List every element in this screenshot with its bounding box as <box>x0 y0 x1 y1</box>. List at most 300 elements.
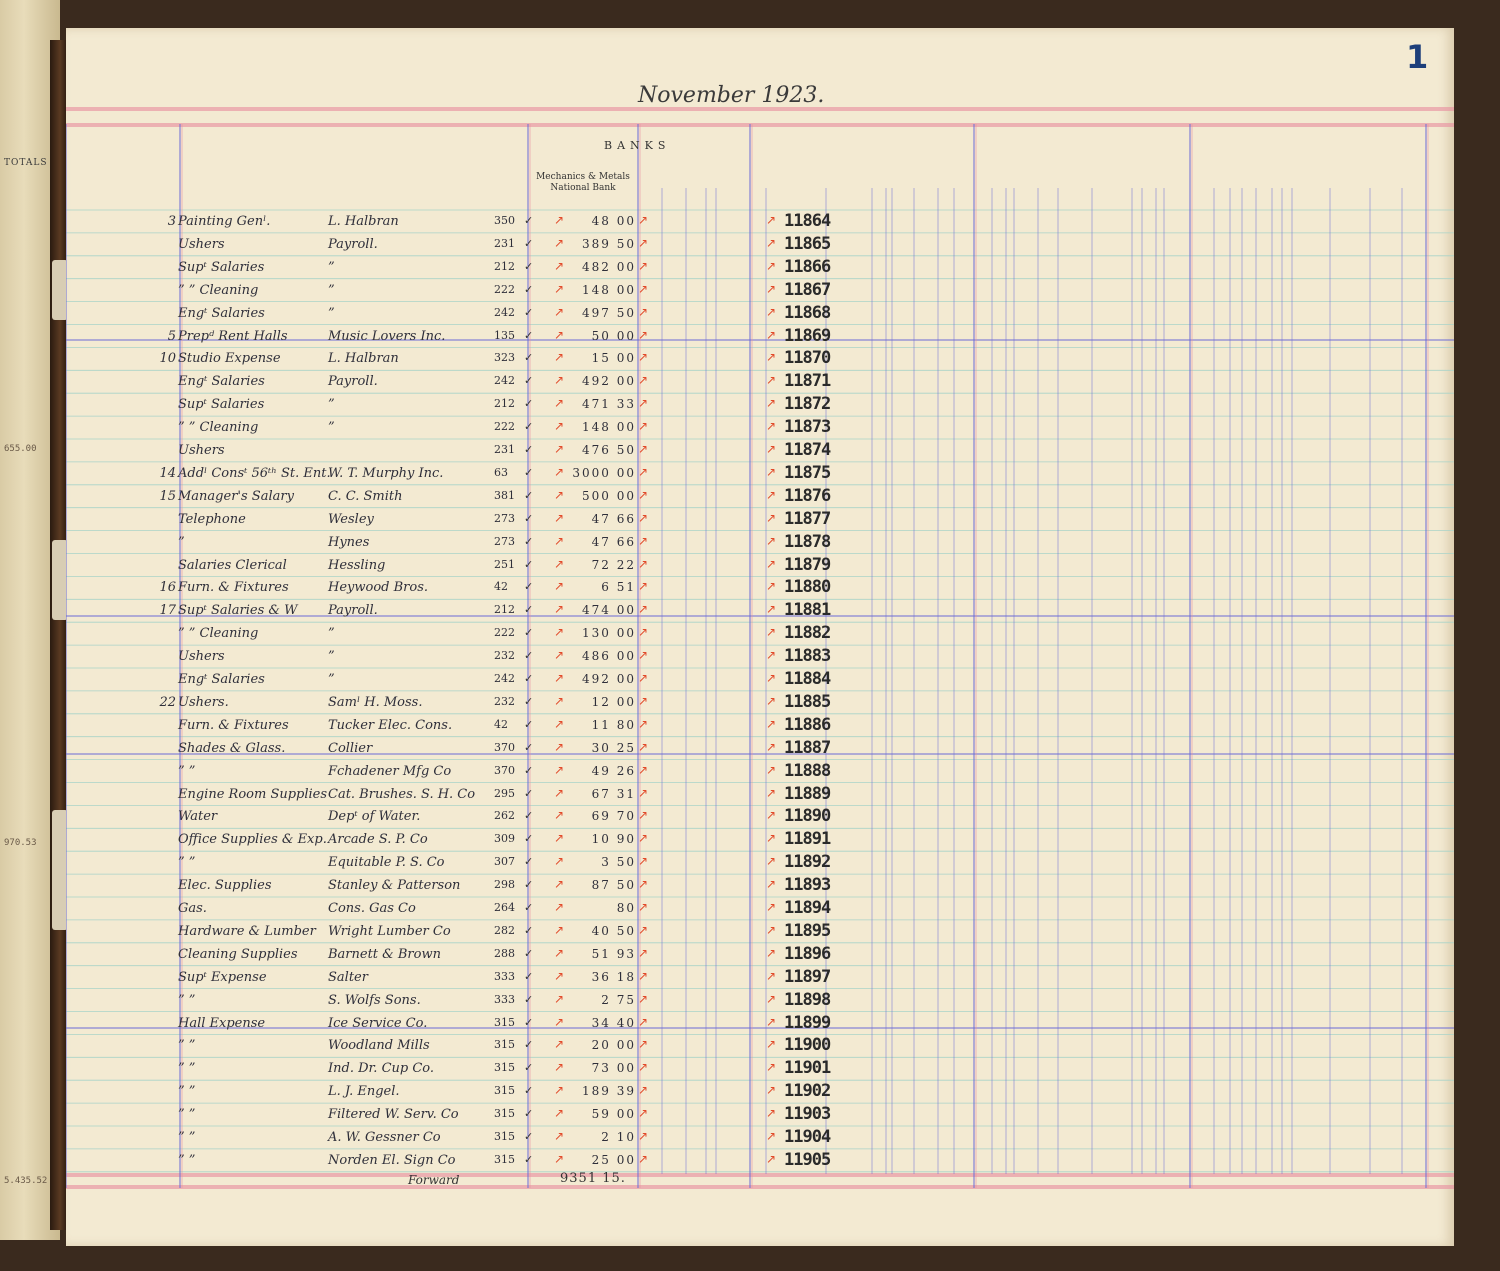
audit-mark: ↗ <box>554 487 565 502</box>
audit-mark: ↗ <box>638 235 649 250</box>
entry-amount: 2 10 <box>601 1130 636 1144</box>
audit-mark: ↗ <box>766 442 777 456</box>
entry-amount: 20 00 <box>591 1038 636 1053</box>
ledger-row <box>66 462 1454 484</box>
posted-check-mark: ✓ <box>524 878 534 892</box>
entry-payee: ” <box>328 420 335 436</box>
entry-check-number: 11883 <box>784 646 831 667</box>
entry-check-number: 11891 <box>784 829 831 850</box>
audit-mark: ↗ <box>766 739 777 754</box>
posted-check-mark: ✓ <box>524 420 534 434</box>
entry-check-number: 11894 <box>784 898 831 918</box>
audit-mark: ↗ <box>638 1106 649 1121</box>
ledger-row <box>66 302 1454 324</box>
audit-mark: ↗ <box>638 991 649 1006</box>
posted-check-mark: ✓ <box>524 672 534 685</box>
entry-payee: Cons. Gas Co <box>328 901 416 916</box>
entry-account: Cleaning Supplies <box>178 946 298 962</box>
posted-check-mark: ✓ <box>524 397 534 411</box>
audit-mark: ↗ <box>638 854 649 869</box>
forward-total: 9351 15. <box>560 1171 626 1186</box>
entry-payee: Hessling <box>328 557 386 573</box>
audit-mark: ↗ <box>766 808 777 823</box>
audit-mark: ↗ <box>638 716 649 731</box>
audit-mark: ↗ <box>638 396 649 411</box>
entry-check-number: 11880 <box>784 577 831 598</box>
entry-code: 333 <box>494 992 515 1006</box>
entry-check-number: 11896 <box>784 943 831 964</box>
entry-code: 232 <box>494 694 515 708</box>
entry-payee: Heywood Bros. <box>328 580 429 596</box>
audit-mark: ↗ <box>554 991 565 1006</box>
entry-account: Water <box>178 809 218 825</box>
posted-check-mark: ✓ <box>524 717 534 731</box>
ledger-row <box>66 554 1454 576</box>
entry-amount: 51 93 <box>591 946 636 961</box>
entry-check-number: 11905 <box>784 1149 831 1170</box>
posted-check-mark: ✓ <box>524 328 534 342</box>
ledger-row <box>66 325 1454 347</box>
audit-mark: ↗ <box>766 1106 777 1121</box>
entry-amount: 12 00 <box>591 694 636 709</box>
ledger-row <box>66 1149 1454 1171</box>
audit-mark: ↗ <box>638 648 649 663</box>
entry-account: ” ” <box>178 1107 196 1123</box>
entry-check-number: 11904 <box>784 1127 831 1147</box>
posted-check-mark: ✓ <box>524 236 534 250</box>
posted-check-mark: ✓ <box>524 786 534 800</box>
entry-amount: 148 00 <box>582 282 636 297</box>
entry-amount: 500 00 <box>582 488 636 503</box>
audit-mark: ↗ <box>554 671 565 685</box>
audit-mark: ↗ <box>766 693 777 708</box>
entry-check-number: 11884 <box>784 669 831 689</box>
ledger-row <box>66 508 1454 530</box>
ledger-row <box>66 485 1454 507</box>
banks-heading: BANKS <box>604 139 671 152</box>
ledger-row <box>66 851 1454 873</box>
ledger-row <box>66 210 1454 232</box>
entry-code: 315 <box>494 1107 515 1121</box>
audit-mark: ↗ <box>638 1151 649 1166</box>
entry-check-number: 11893 <box>784 875 831 896</box>
ledger-row <box>66 599 1454 621</box>
ledger-row <box>66 370 1454 392</box>
entry-code: 251 <box>494 557 515 571</box>
audit-mark: ↗ <box>554 510 565 525</box>
entry-account: Gas. <box>178 901 207 916</box>
page-number: 1 <box>1406 38 1429 76</box>
entry-account: ” ” Cleaning <box>178 282 259 298</box>
entry-day: 17 <box>159 603 176 619</box>
entry-payee: Wright Lumber Co <box>328 923 451 939</box>
posted-check-mark: ✓ <box>524 763 534 777</box>
entry-day: 15 <box>159 488 176 504</box>
entry-check-number: 11895 <box>784 920 831 941</box>
audit-mark: ↗ <box>638 739 649 754</box>
entry-payee: Ice Service Co. <box>328 1015 428 1031</box>
posted-check-mark: ✓ <box>524 1107 534 1121</box>
entry-code: 222 <box>494 420 515 434</box>
audit-mark: ↗ <box>638 671 649 685</box>
audit-mark: ↗ <box>638 213 649 227</box>
audit-mark: ↗ <box>554 1151 565 1166</box>
entry-payee: ” <box>328 305 335 321</box>
entry-code: 42 <box>494 580 508 594</box>
entry-amount: 67 31 <box>591 786 636 801</box>
entry-amount: 15 00 <box>591 351 636 366</box>
ledger-row <box>66 1057 1454 1079</box>
entry-payee: Salter <box>328 969 368 985</box>
entry-amount: 189 39 <box>582 1084 636 1099</box>
entry-code: 264 <box>494 901 515 914</box>
entry-check-number: 11871 <box>784 371 831 392</box>
entry-code: 370 <box>494 763 515 777</box>
audit-mark: ↗ <box>554 945 565 960</box>
posted-check-mark: ✓ <box>524 901 534 914</box>
entry-amount: 80 <box>616 901 636 915</box>
audit-mark: ↗ <box>766 716 777 731</box>
audit-mark: ↗ <box>554 808 565 823</box>
entry-account: Supᵗ Salaries <box>178 259 265 275</box>
entry-account: Ushers <box>178 443 225 458</box>
ledger-row <box>66 645 1454 667</box>
posted-check-mark: ✓ <box>524 1015 534 1029</box>
posted-check-mark: ✓ <box>524 1084 534 1098</box>
entry-check-number: 11890 <box>784 806 831 827</box>
ledger-row <box>66 393 1454 415</box>
bank-column-heading: Mechanics & Metals National Bank <box>536 172 630 193</box>
posted-check-mark: ✓ <box>524 603 534 617</box>
audit-mark: ↗ <box>554 258 565 273</box>
entry-check-number: 11882 <box>784 623 831 644</box>
entry-code: 315 <box>494 1130 515 1143</box>
audit-mark: ↗ <box>638 1037 649 1052</box>
audit-mark: ↗ <box>554 373 565 388</box>
ledger-row <box>66 1080 1454 1102</box>
audit-mark: ↗ <box>554 602 565 617</box>
audit-mark: ↗ <box>638 945 649 960</box>
entry-code: 315 <box>494 1084 515 1098</box>
entry-account: ” ” <box>178 1061 196 1077</box>
entry-amount: 40 50 <box>591 923 636 938</box>
ledger-row <box>66 920 1454 942</box>
posted-check-mark: ✓ <box>524 282 534 296</box>
entry-amount: 389 50 <box>582 236 636 251</box>
entry-code: 242 <box>494 672 515 685</box>
entry-check-number: 11889 <box>784 783 831 804</box>
entry-account: Salaries Clerical <box>178 557 287 573</box>
entry-amount: 471 33 <box>582 397 636 412</box>
entry-code: 242 <box>494 305 515 319</box>
entry-code: 212 <box>494 397 515 411</box>
audit-mark: ↗ <box>638 1083 649 1098</box>
audit-mark: ↗ <box>554 327 565 342</box>
audit-mark: ↗ <box>766 762 777 777</box>
ledger-row <box>66 1103 1454 1125</box>
ledger-row <box>66 828 1454 850</box>
entry-payee: Depᵗ of Water. <box>328 809 421 825</box>
entry-code: 212 <box>494 259 515 273</box>
audit-mark: ↗ <box>638 693 649 708</box>
audit-mark: ↗ <box>638 556 649 571</box>
audit-mark: ↗ <box>766 579 777 594</box>
entry-amount: 492 00 <box>582 374 636 389</box>
posted-check-mark: ✓ <box>524 923 534 937</box>
audit-mark: ↗ <box>766 1014 777 1029</box>
entry-payee: Tucker Elec. Cons. <box>328 717 453 733</box>
audit-mark: ↗ <box>766 671 777 685</box>
entry-amount: 87 50 <box>591 878 636 893</box>
audit-mark: ↗ <box>638 762 649 777</box>
audit-mark: ↗ <box>638 579 649 594</box>
entry-amount: 72 22 <box>591 557 636 572</box>
entry-code: 63 <box>494 465 508 479</box>
entry-check-number: 11902 <box>784 1081 831 1102</box>
entry-payee: W. T. Murphy Inc. <box>328 465 444 481</box>
entry-check-number: 11879 <box>784 554 831 575</box>
entry-amount: 10 90 <box>591 832 636 847</box>
entry-account: Furn. & Fixtures <box>178 717 289 733</box>
audit-mark: ↗ <box>638 831 649 846</box>
posted-check-mark: ✓ <box>524 1038 534 1052</box>
entry-payee: Samˡ H. Moss. <box>328 694 423 710</box>
entry-amount: 36 18 <box>591 969 636 984</box>
audit-mark: ↗ <box>554 419 565 434</box>
audit-mark: ↗ <box>766 235 777 250</box>
entry-payee: Payroll. <box>328 603 378 619</box>
entry-code: 298 <box>494 878 515 892</box>
audit-mark: ↗ <box>638 877 649 892</box>
ledger-row <box>66 531 1454 553</box>
audit-mark: ↗ <box>766 373 777 388</box>
audit-mark: ↗ <box>554 281 565 296</box>
entry-check-number: 11888 <box>784 760 831 781</box>
audit-mark: ↗ <box>554 877 565 892</box>
entry-check-number: 11886 <box>784 714 831 735</box>
audit-mark: ↗ <box>554 739 565 754</box>
audit-mark: ↗ <box>554 648 565 663</box>
audit-mark: ↗ <box>554 1060 565 1075</box>
entry-amount: 11 80 <box>591 717 636 732</box>
entry-day: 22 <box>159 694 176 710</box>
entry-amount: 3000 00 <box>572 465 636 480</box>
entry-check-number: 11876 <box>784 485 831 506</box>
audit-mark: ↗ <box>638 258 649 273</box>
entry-day: 5 <box>167 328 176 344</box>
entry-code: 273 <box>494 534 515 548</box>
audit-mark: ↗ <box>638 304 649 319</box>
entry-payee: ” <box>328 397 335 413</box>
entry-payee: Cat. Brushes. S. H. Co <box>328 786 476 802</box>
entry-check-number: 11899 <box>784 1012 831 1033</box>
audit-mark: ↗ <box>638 281 649 296</box>
entry-account: ” ” <box>178 992 196 1008</box>
entry-account: Prepᵈ Rent Halls <box>178 328 288 344</box>
entry-payee: L. Halbran <box>328 214 399 229</box>
entry-amount: 3 50 <box>601 855 636 870</box>
audit-mark: ↗ <box>766 1083 777 1098</box>
posted-check-mark: ✓ <box>524 351 534 365</box>
entry-amount: 59 00 <box>591 1107 636 1122</box>
entry-payee: S. Wolfs Sons. <box>328 992 421 1008</box>
ledger-row <box>66 783 1454 805</box>
entry-code: 288 <box>494 946 515 960</box>
audit-mark: ↗ <box>554 922 565 937</box>
entry-payee: A. W. Gessner Co <box>328 1130 441 1145</box>
entry-account: Hardware & Lumber <box>178 923 316 939</box>
entry-amount: 30 25 <box>591 740 636 755</box>
entry-check-number: 11877 <box>784 508 831 529</box>
ledger-row <box>66 622 1454 644</box>
entry-amount: 50 00 <box>591 328 636 343</box>
entry-amount: 492 00 <box>582 672 636 686</box>
ledger-row <box>66 279 1454 301</box>
entry-amount: 476 50 <box>582 443 636 457</box>
audit-mark: ↗ <box>766 396 777 411</box>
entry-code: 212 <box>494 603 515 617</box>
entry-account: Elec. Supplies <box>178 878 272 894</box>
entry-check-number: 11872 <box>784 394 831 415</box>
entry-account: ” <box>178 534 185 550</box>
audit-mark: ↗ <box>638 419 649 434</box>
posted-check-mark: ✓ <box>524 443 534 456</box>
entry-payee: ” <box>328 282 335 298</box>
ledger-row <box>66 416 1454 438</box>
posted-check-mark: ✓ <box>524 557 534 571</box>
entry-account: ” ” <box>178 1152 196 1168</box>
posted-check-mark: ✓ <box>524 214 534 227</box>
posted-check-mark: ✓ <box>524 694 534 708</box>
ledger-row <box>66 1126 1454 1148</box>
entry-amount: 47 66 <box>591 534 636 549</box>
entry-code: 370 <box>494 740 515 754</box>
entry-check-number: 11870 <box>784 348 831 369</box>
audit-mark: ↗ <box>554 350 565 365</box>
entry-payee: ” <box>328 259 335 275</box>
posted-check-mark: ✓ <box>524 809 534 823</box>
audit-mark: ↗ <box>638 327 649 342</box>
entry-account: ” ” <box>178 763 196 779</box>
entry-payee: Payroll. <box>328 374 378 390</box>
audit-mark: ↗ <box>766 922 777 937</box>
audit-mark: ↗ <box>766 304 777 319</box>
audit-mark: ↗ <box>638 602 649 617</box>
posted-check-mark: ✓ <box>524 855 534 869</box>
posted-check-mark: ✓ <box>524 1130 534 1143</box>
left-total: 5.435.52 <box>4 1176 48 1186</box>
audit-mark: ↗ <box>554 533 565 548</box>
audit-mark: ↗ <box>638 442 649 456</box>
entry-code: 231 <box>494 236 515 250</box>
entry-check-number: 11865 <box>784 233 831 254</box>
entry-check-number: 11873 <box>784 417 831 438</box>
posted-check-mark: ✓ <box>524 488 534 502</box>
entry-check-number: 11901 <box>784 1058 831 1079</box>
audit-mark: ↗ <box>766 854 777 869</box>
posted-check-mark: ✓ <box>524 374 534 388</box>
entry-account: ” ” Cleaning <box>178 420 259 436</box>
entry-payee: Filtered W. Serv. Co <box>328 1107 459 1123</box>
audit-mark: ↗ <box>766 1060 777 1075</box>
posted-check-mark: ✓ <box>524 832 534 846</box>
audit-mark: ↗ <box>638 808 649 823</box>
audit-mark: ↗ <box>554 900 565 914</box>
entry-check-number: 11898 <box>784 989 831 1010</box>
ledger-row <box>66 233 1454 255</box>
entry-check-number: 11874 <box>784 440 831 460</box>
ledger-row <box>66 943 1454 965</box>
posted-check-mark: ✓ <box>524 259 534 273</box>
audit-mark: ↗ <box>638 922 649 937</box>
audit-mark: ↗ <box>638 350 649 365</box>
entry-code: 231 <box>494 443 515 456</box>
entry-check-number: 11885 <box>784 691 831 712</box>
audit-mark: ↗ <box>766 419 777 434</box>
entry-day: 16 <box>159 580 176 596</box>
entry-code: 282 <box>494 923 515 937</box>
entry-account: ” ” <box>178 1084 196 1100</box>
posted-check-mark: ✓ <box>524 511 534 525</box>
ledger-row <box>66 256 1454 278</box>
entry-code: 307 <box>494 855 515 869</box>
audit-mark: ↗ <box>638 968 649 983</box>
entry-payee: Music Lovers Inc. <box>328 328 446 344</box>
audit-mark: ↗ <box>766 556 777 571</box>
entry-code: 42 <box>494 717 508 731</box>
audit-mark: ↗ <box>638 1014 649 1029</box>
ledger-row <box>66 1034 1454 1056</box>
entry-amount: 130 00 <box>582 626 636 641</box>
entry-payee: Ind. Dr. Cup Co. <box>328 1061 435 1077</box>
entry-account: Office Supplies & Exp. <box>178 832 327 848</box>
entry-account: Supᵗ Salaries & W <box>178 603 298 619</box>
entry-payee: Fchadener Mfg Co <box>328 763 452 779</box>
ledger-row <box>66 439 1454 461</box>
entry-code: 381 <box>494 488 515 502</box>
audit-mark: ↗ <box>554 556 565 571</box>
audit-mark: ↗ <box>554 693 565 708</box>
entry-code: 262 <box>494 809 515 823</box>
entry-code: 315 <box>494 1038 515 1052</box>
entry-amount: 47 66 <box>591 511 636 526</box>
entry-check-number: 11887 <box>784 737 831 758</box>
posted-check-mark: ✓ <box>524 626 534 640</box>
entry-payee: Stanley & Patterson <box>328 878 461 894</box>
audit-mark: ↗ <box>766 648 777 663</box>
audit-mark: ↗ <box>766 968 777 983</box>
audit-mark: ↗ <box>554 579 565 594</box>
audit-mark: ↗ <box>766 785 777 800</box>
entry-code: 315 <box>494 1015 515 1029</box>
entry-code: 273 <box>494 511 515 525</box>
entry-day: 10 <box>159 351 176 367</box>
audit-mark: ↗ <box>554 1014 565 1029</box>
audit-mark: ↗ <box>554 213 565 227</box>
entry-code: 309 <box>494 832 515 846</box>
audit-mark: ↗ <box>766 350 777 365</box>
entry-check-number: 11864 <box>784 211 831 231</box>
entry-account: Supᵗ Expense <box>178 969 267 985</box>
entry-amount: 497 50 <box>582 305 636 320</box>
entry-payee: ” <box>328 649 335 665</box>
entry-day: 14 <box>159 465 176 481</box>
entry-payee: Arcade S. P. Co <box>328 832 428 848</box>
ledger-row <box>66 874 1454 896</box>
entry-code: 222 <box>494 282 515 296</box>
audit-mark: ↗ <box>766 533 777 548</box>
entry-day: 3 <box>167 214 176 229</box>
